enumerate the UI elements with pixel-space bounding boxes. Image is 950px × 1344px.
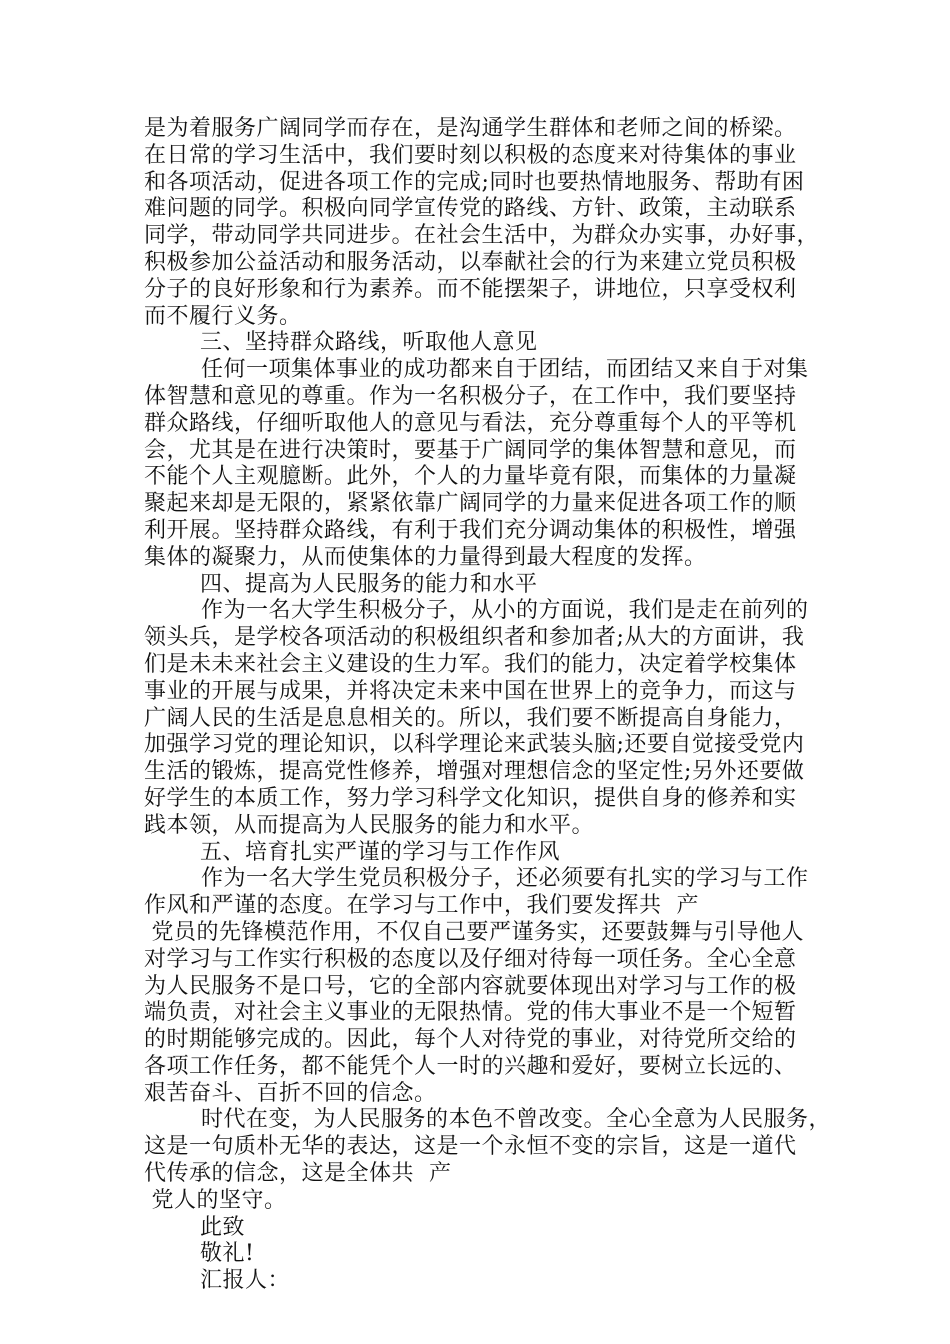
text-line: 分子的良好形象和行为素养。而不能摆架子，讲地位，只享受权利 bbox=[144, 276, 797, 302]
text-line: 艰苦奋斗、百折不回的信念。 bbox=[144, 1080, 437, 1106]
text-line: 作风和严谨的态度。在学习与工作中，我们要发挥共 产 bbox=[144, 893, 699, 919]
text-line: 此致 bbox=[200, 1214, 246, 1240]
text-line: 事业的开展与成果，并将决定未来中国在世界上的竞争力，而这与 bbox=[144, 678, 797, 704]
text-line: 集体的凝聚力，从而使集体的力量得到最大程度的发挥。 bbox=[144, 544, 707, 570]
text-line: 生活的锻炼，提高党性修养，增强对理想信念的坚定性;另外还要做 bbox=[144, 759, 805, 785]
text-line: 聚起来却是无限的，紧紧依靠广阔同学的力量来促进各项工作的顺 bbox=[144, 491, 797, 517]
text-line: 作为一名大学生积极分子，从小的方面说，我们是走在前列的 bbox=[201, 598, 809, 624]
text-line: 会，尤其是在进行决策时，要基于广阔同学的集体智慧和意见，而 bbox=[144, 437, 797, 463]
text-line: 作为一名大学生党员积极分子，还必须要有扎实的学习与工作 bbox=[201, 866, 809, 892]
text-line: 三、坚持群众路线，听取他人意见 bbox=[200, 330, 538, 356]
text-line: 领头兵，是学校各项活动的积极组织者和参加者;从大的方面讲，我 bbox=[144, 625, 805, 651]
text-line: 对学习与工作实行积极的态度以及仔细对待每一项任务。全心全意 bbox=[144, 946, 797, 972]
text-line: 为人民服务不是口号，它的全部内容就要体现出对学习与工作的极 bbox=[144, 973, 797, 999]
text-line: 在日常的学习生活中，我们要时刻以积极的态度来对待集体的事业 bbox=[144, 142, 797, 168]
text-line: 同学，带动同学共同进步。在社会生活中，为群众办实事，办好事， bbox=[144, 223, 820, 249]
text-line: 广阔人民的生活是息息相关的。所以，我们要不断提高自身能力， bbox=[144, 705, 797, 731]
text-line: 和各项活动，促进各项工作的完成;同时也要热情地服务、帮助有困 bbox=[144, 169, 805, 195]
document-body bbox=[144, 116, 832, 1295]
text-line: 难问题的同学。积极向同学宣传党的路线、方针、政策，主动联系 bbox=[144, 196, 797, 222]
text-line: 是为着服务广阔同学而存在，是沟通学生群体和老师之间的桥梁。 bbox=[144, 116, 797, 141]
text-line: 时代在变，为人民服务的本色不曾改变。全心全意为人民服务， bbox=[201, 1107, 832, 1133]
text-line: 积极参加公益活动和服务活动，以奉献社会的行为来建立党员积极 bbox=[144, 249, 797, 275]
text-line: 们是未未来社会主义建设的生力军。我们的能力，决定着学校集体 bbox=[144, 651, 797, 677]
text-line: 敬礼! bbox=[200, 1241, 255, 1267]
text-line: 体智慧和意见的尊重。作为一名积极分子，在工作中，我们要坚持 bbox=[144, 383, 797, 409]
text-line: 任何一项集体事业的成功都来自于团结，而团结又来自于对集 bbox=[201, 357, 809, 383]
text-line: 的时期能够完成的。因此，每个人对待党的事业，对待党所交给的 bbox=[144, 1027, 797, 1053]
text-line: 党人的坚守。 bbox=[144, 1187, 287, 1213]
text-line: 好学生的本质工作，努力学习科学文化知识，提供自身的修养和实 bbox=[144, 785, 797, 811]
text-line: 端负责，对社会主义事业的无限热情。党的伟大事业不是一个短暂 bbox=[144, 1000, 797, 1026]
text-line: 群众路线，仔细听取他人的意见与看法，充分尊重每个人的平等机 bbox=[144, 410, 797, 436]
text-line: 代传承的信念，这是全体共 产 bbox=[144, 1161, 452, 1187]
text-line: 而不履行义务。 bbox=[144, 303, 302, 329]
text-line: 这是一句质朴无华的表达，这是一个永恒不变的宗旨，这是一道代 bbox=[144, 1134, 797, 1160]
text-line: 四、提高为人民服务的能力和水平 bbox=[200, 571, 538, 597]
text-line: 五、培育扎实严谨的学习与工作作风 bbox=[200, 839, 561, 865]
text-line: 加强学习党的理论知识，以科学理论来武装头脑;还要自觉接受党内 bbox=[144, 732, 805, 758]
text-line: 党员的先锋模范作用，不仅自己要严谨务实，还要鼓舞与引导他人 bbox=[144, 919, 804, 945]
text-line: 践本领，从而提高为人民服务的能力和水平。 bbox=[144, 812, 595, 838]
text-line: 汇报人： bbox=[200, 1268, 291, 1294]
text-line: 利开展。坚持群众路线，有利于我们充分调动集体的积极性，增强 bbox=[144, 517, 797, 543]
text-line: 各项工作任务，都不能凭个人一时的兴趣和爱好，要树立长远的、 bbox=[144, 1053, 797, 1079]
text-line: 不能个人主观臆断。此外，个人的力量毕竟有限，而集体的力量凝 bbox=[144, 464, 797, 490]
